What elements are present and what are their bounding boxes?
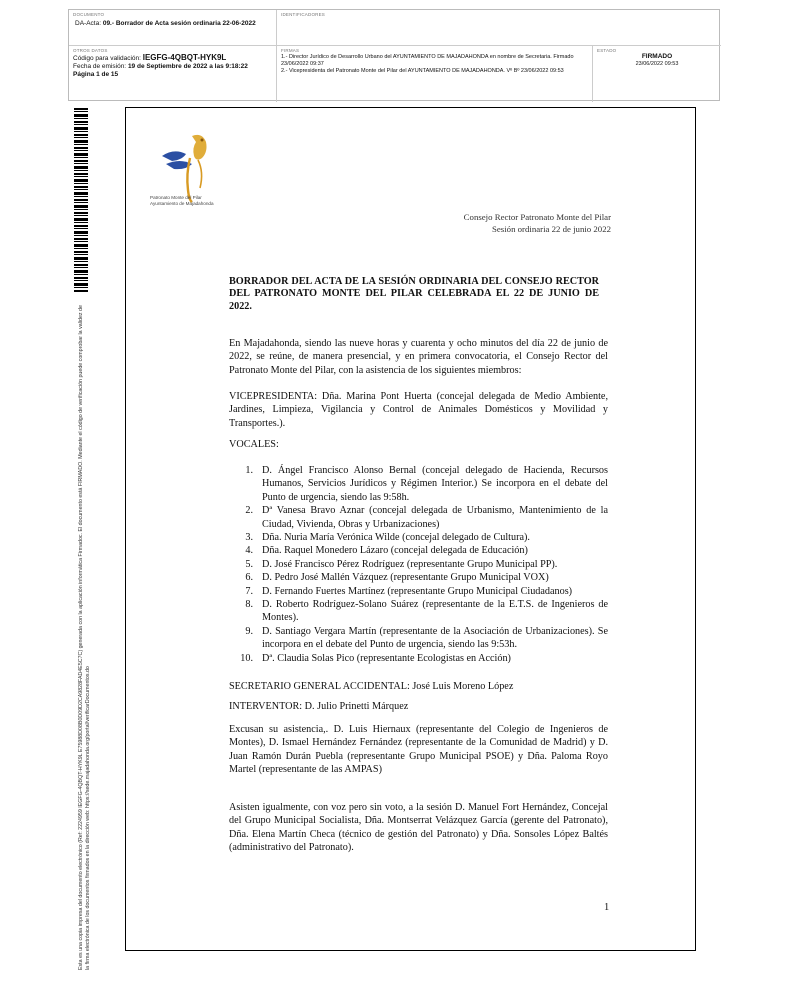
- identificadores-cell: [277, 10, 721, 46]
- verification-side-text: Esta es una copia impresa del documento electrónico (Ref: 2224959 IEGFG-4QBQT-HYK9L E75988D08B0D09D2CA9828FAD4E5C7C) generada con la aplicación informática Firmadoc. El documento está FIRMADO. Mediante el código de verificación puede comprobar la validez de la firma electrónica de los documentos firmados en la dirección web: https://sede.majadahonda.org/portal/verificarDocumentos.do: [78, 305, 91, 970]
- firmas-label: FIRMAS: [281, 48, 300, 53]
- list-item: 7. D. Fernando Fuertes Martínez (representante Grupo Municipal Ciudadanos): [245, 585, 573, 597]
- barcode-image: [74, 108, 88, 293]
- vicepresidenta-paragraph: VICEPRESIDENTA: Dña. Marina Pont Huerta (concejal delegada de Medio Ambiente, Jardines, Limpieza, Vigilancia y Control de Animales Domésticos y Movilidad y Transportes.).: [229, 391, 608, 429]
- vocales-list: [229, 464, 608, 665]
- list-item: 8. D. Roberto Rodríguez-Solano Suárez (representante de la E.T.S. de Ingenieros de Montes).: [245, 599, 608, 624]
- documento-title: [73, 20, 272, 28]
- firma-2: 2.- Vicepresidenta del Patronato Monte del Pilar del AYUNTAMIENTO DE MAJADAHONDA. Vº Bº 23/06/2022 09:53: [281, 68, 564, 74]
- intro-paragraph: En Majadahonda, siendo las nueve horas y cuarenta y ocho minutos del día 22 de junio de 2022, se reúne, de manera presencial, y en primera convocatoria, el Consejo Rector del Patronato Monte del Pilar, con la asistencia de los siguientes miembros:: [229, 338, 608, 376]
- documento-cell: [69, 10, 277, 46]
- fecha-value: 19 de Septiembre de 2022 a las 9:18:22: [127, 63, 248, 70]
- firma-1: 1.- Director Jurídico de Desarrollo Urbano del AYUNTAMIENTO DE MAJADAHONDA en nombre de Secretaria. Firmado 23/06/2022 09:37: [281, 54, 574, 67]
- pagina-count: Página 1 de 15: [73, 71, 119, 78]
- list-item: 10. Dª. Claudia Solas Pico (representante Ecologistas en Acción): [240, 652, 511, 664]
- page-number: 1: [604, 902, 610, 913]
- document-title: BORRADOR DEL ACTA DE LA SESIÓN ORDINARIA DEL CONSEJO RECTOR DEL PATRONATO MONTE DEL PILAR CELEBRADA EL 22 DE JUNIO DE 2022.: [229, 276, 599, 312]
- firmas-cell: [277, 46, 593, 102]
- list-item: 9. D. Santiago Vergara Martín (representante de la Asociación de Urbanizaciones). Se incorpora en el debate del Punto de urgencia, siendo las 9:53h.: [245, 625, 608, 651]
- documento-label: DOCUMENTO: [73, 12, 105, 17]
- fecha-label: Fecha de emisión:: [73, 63, 127, 70]
- list-item: 4. Dña. Raquel Monedero Lázaro (concejal delegada de Educación): [245, 545, 528, 557]
- documento-title-prefix: DA-Acta:: [75, 20, 102, 27]
- list-item: 3. Dña. Nuria María Verónica Wilde (concejal delegado de Cultura).: [245, 532, 530, 544]
- logo-caption: [150, 195, 214, 207]
- vocales-heading: VOCALES:: [229, 439, 279, 450]
- document-page: [125, 107, 696, 951]
- estado-cell: [593, 46, 721, 102]
- logo-caption-line-2: Ayuntamiento de Majadahonda: [150, 201, 214, 206]
- otros-datos-label: OTROS DATOS: [73, 48, 108, 53]
- secretario-line: SECRETARIO GENERAL ACCIDENTAL: José Luis Moreno López: [229, 681, 514, 692]
- list-item: 5. D. José Francisco Pérez Rodríguez (representante Grupo Municipal PP).: [245, 558, 558, 570]
- documento-title-bold: 09.- Borrador de Acta sesión ordinaria 22-06-2022: [102, 20, 256, 27]
- otros-datos-cell: [69, 46, 277, 102]
- estado-label: ESTADO: [597, 48, 617, 53]
- estado-date: 23/06/2022 09:53: [635, 61, 679, 67]
- asisten-paragraph: Asisten igualmente, con voz pero sin voto, a la sesión D. Manuel Fort Hernández, Concejal del Grupo Municipal Socialista, Dña. Montserrat Velázquez García (gerente del Patronato), Dña. Elena Martín Checa (técnico de gestión del Patronato) y Dña. Sonsoles López Baltés (administrativo del Patronato).: [229, 802, 608, 854]
- document-metadata-header: [68, 9, 720, 101]
- interventor-line: INTERVENTOR: D. Julio Prinetti Márquez: [229, 701, 409, 712]
- running-header-line-2: Sesión ordinaria 22 de junio 2022: [492, 223, 611, 234]
- codigo-label: Código para validación:: [73, 55, 141, 62]
- codigo-value: IEGFG-4QBQT-HYK9L: [142, 53, 227, 62]
- document-running-header: [464, 212, 611, 235]
- logo-caption-line-1: Patronato Monte del Pilar: [150, 195, 202, 200]
- codigo-validacion: [73, 54, 272, 63]
- excusan-paragraph: Excusan su asistencia,. D. Luis Hiernaux (representante del Colegio de Ingenieros de Montes), D. Ismael Hernández Fernández (representante de la Comunidad de Madrid) y D. Juan Ramón Durán Puebla (representante Grupo Municipal PSOE) y Dña. Paloma Royo Martel (representante de las AMPAS): [229, 724, 608, 776]
- list-item: 1. D. Ángel Francisco Alonso Bernal (concejal delegado de Hacienda, Recursos Humanos, Servicios Jurídicos y Régimen Interior.) Se incorpora en el debate del Punto de urgencia, siendo las 9:58h.: [245, 465, 608, 503]
- fecha-emision: [73, 63, 272, 71]
- running-header-line-1: Consejo Rector Patronato Monte del Pilar: [463, 212, 611, 222]
- estado-value: FIRMADO: [641, 53, 673, 60]
- list-item: 6. D. Pedro José Mallén Vázquez (representante Grupo Municipal VOX): [245, 572, 549, 584]
- list-item: 2. Dª Vanesa Bravo Aznar (concejal delegada de Urbanismo, Mantenimiento de la Ciudad, Vivienda, Obras y Urbanizaciones): [245, 505, 608, 530]
- identificadores-label: IDENTIFICADORES: [281, 12, 326, 17]
